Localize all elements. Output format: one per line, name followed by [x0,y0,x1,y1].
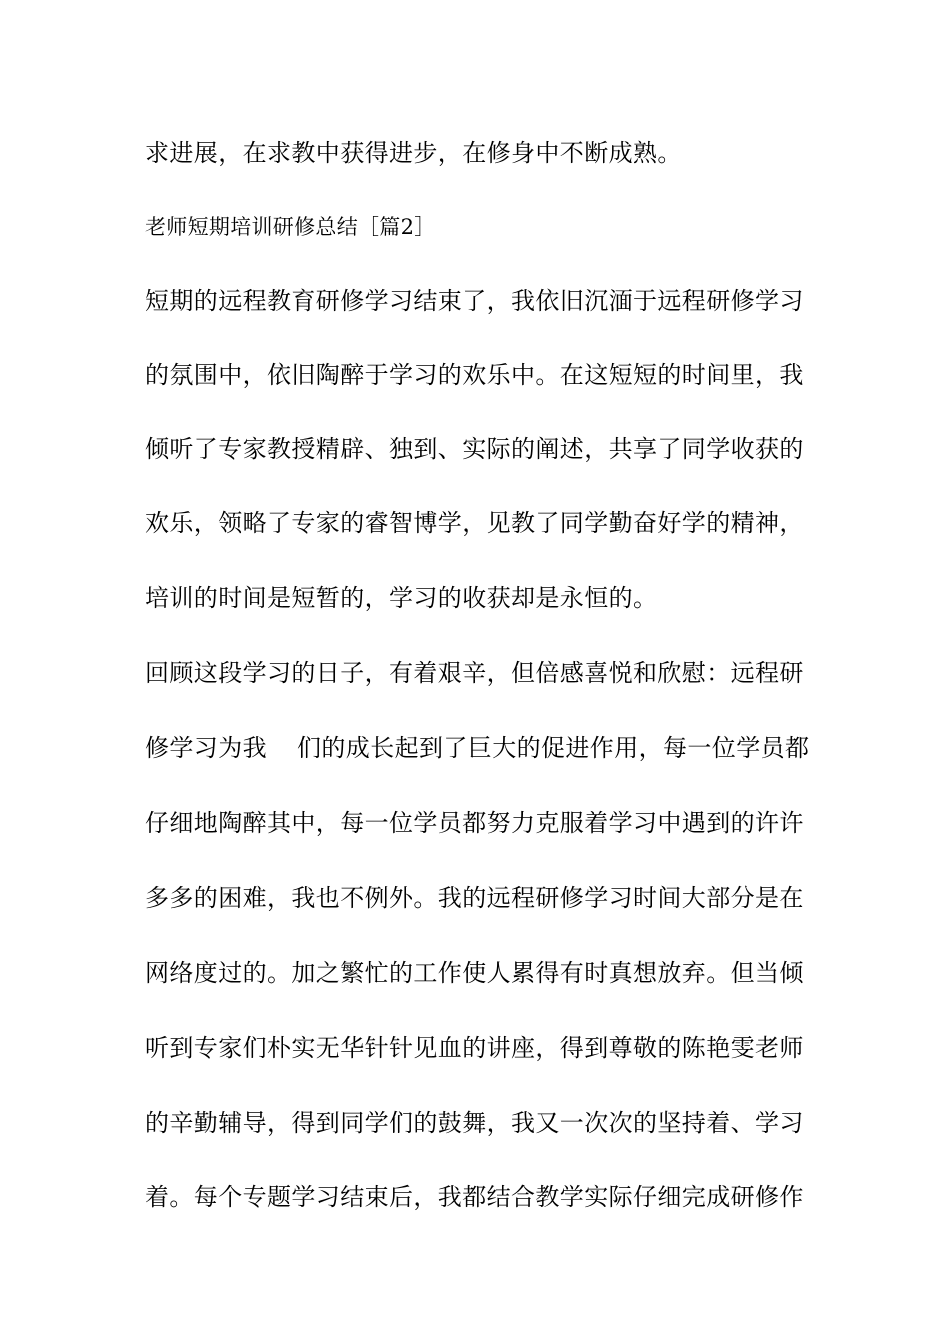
text-line: 听到专家们朴实无华针针见血的讲座，得到尊敬的陈艳雯老师 [145,1034,804,1062]
text-line [145,734,825,762]
text-line: 网络度过的。加之繁忙的工作使人累得有时真想放弃。但当倾 [145,959,804,987]
text-fragment: 们的成长起到了巨大的促进作用，每一位学员都 [297,734,810,762]
text-line: 短期的远程教育研修学习结束了，我依旧沉湎于远程研修学习 [145,287,804,315]
text-line: 仔细地陶醉其中，每一位学员都努力克服着学习中遇到的许许 [145,809,804,837]
section-heading: 老师短期培训研修总结［篇2］ [145,215,436,239]
text-line: 的辛勤辅导，得到同学们的鼓舞，我又一次次的坚持着、学习 [145,1109,804,1137]
text-line: 求进展，在求教中获得进步，在修身中不断成熟。 [145,139,682,167]
text-line: 多多的困难，我也不例外。我的远程研修学习时间大部分是在 [145,884,804,912]
text-line: 培训的时间是短暂的，学习的收获却是永恒的。 [145,584,658,612]
text-fragment: 修学习为我 [145,734,267,762]
text-line: 回顾这段学习的日子，有着艰辛，但倍感喜悦和欣慰：远程研 [145,659,804,687]
text-line: 着。每个专题学习结束后，我都结合教学实际仔细完成研修作 [145,1183,804,1211]
text-line: 倾听了专家教授精辟、独到、实际的阐述，共享了同学收获的 [145,435,804,463]
text-line: 的氛围中，依旧陶醉于学习的欢乐中。在这短短的时间里，我 [145,361,804,389]
text-line: 欢乐，领略了专家的睿智博学，见教了同学勤奋好学的精神， [145,509,804,537]
